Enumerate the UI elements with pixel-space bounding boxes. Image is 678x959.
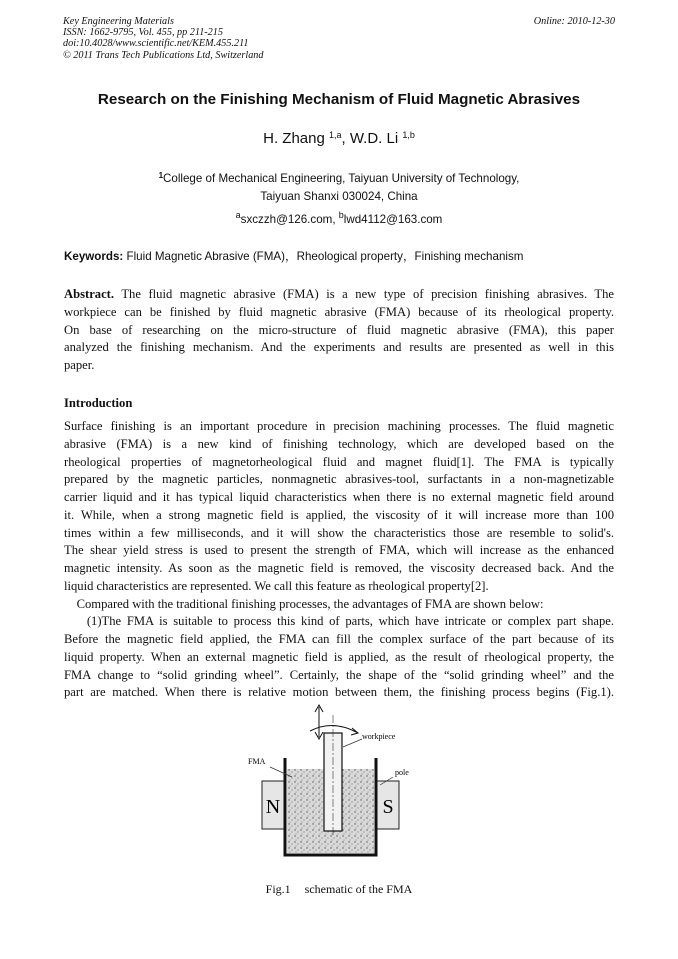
issn-line: ISSN: 1662-9795, Vol. 455, pp 211-215 <box>63 27 223 39</box>
paper-title: Research on the Finishing Mechanism of Fluid Magnetic Abrasives <box>97 91 581 108</box>
text-line: abrasive (FMA) is a new kind of finishing technology, which are developed based on the <box>64 436 614 451</box>
author-name: H. Zhang <box>263 130 325 147</box>
pole-label: pole <box>395 768 409 777</box>
text-line: analyzed the finishing mechanism. And the experiments and results are presented as well in this <box>64 340 614 355</box>
text-line: Before the magnetic field applied, the FMA can fill the complex surface of the part because of its <box>64 632 614 646</box>
email-line: $^a$sxczzh@126.com, $^b$lwd4112@163.com <box>235 210 443 226</box>
author-name: W.D. Li <box>349 130 399 147</box>
abstract-label: Abstract. <box>64 287 115 301</box>
journal-header <box>63 16 263 61</box>
text-line: paper. <box>64 358 95 372</box>
text-line: it. While, when a strong magnetic field is applied, the viscosity of it will increase more than 100 <box>64 507 614 522</box>
text-line: times within a few milliseconds, and it will show the characteristics those are resemble to solid's. <box>64 525 614 540</box>
caption-text: schematic of the FMA <box>304 882 413 896</box>
affiliation-line: Taiyuan Shanxi 030024, China <box>260 189 418 203</box>
introduction-body <box>64 418 614 702</box>
section-heading: Introduction <box>64 396 133 410</box>
text-line: The shear yield stress is used to present the strength of FMA, which will increase as the enhanced <box>64 543 614 558</box>
text-line: workpiece can be finished by fluid magnetic abrasive (FMA) because of its rheological property. <box>64 304 614 319</box>
text-line: On base of researching on the micro-structure of fluid magnetic abrasive (FMA), this paper <box>64 322 614 337</box>
email-sup: b <box>338 210 344 220</box>
text-line: Abstract. The fluid magnetic abrasive (FMA) is a new type of precision finishing abrasives. The <box>64 287 615 301</box>
author-line: H. Zhang $^{1,a}$, W.D. Li $^{1,b}$ <box>263 130 415 147</box>
keywords-text: Fluid Magnetic Abrasive (FMA)，Rheological property，Finishing mechanism <box>126 250 524 263</box>
journal-name: Key Engineering Materials <box>63 16 174 27</box>
email-link[interactable]: sxczzh@126.com <box>240 213 333 226</box>
affiliation-sup: 1 <box>158 171 164 180</box>
text-line: liquid property. When an external magnetic field is applied, as the result of rheological property, the <box>64 649 614 664</box>
affiliation-line: $^1$College of Mechanical Engineering, Taiyuan University of Technology, <box>158 171 520 185</box>
workpiece-label: workpiece <box>362 732 396 741</box>
abstract <box>64 286 614 375</box>
author-sup: 1,b <box>402 130 415 140</box>
text-line: Compared with the traditional finishing processes, the advantages of FMA are shown below: <box>64 596 544 611</box>
email-link[interactable]: lwd4112@163.com <box>343 213 443 226</box>
text-line: prepared by the magnetic particles, nonmagnetic abrasives-tool, surfactants in a non-magnetizable <box>64 472 614 487</box>
text-line: part are matched. When there is relative motion between them, the finishing process begins (Fig.1). <box>64 685 614 700</box>
caption-number: Fig.1 <box>265 882 291 896</box>
fma-schematic <box>240 703 480 878</box>
text-line: magnetic intensity. As soon as the magnetic field is removed, the viscosity decreased back. And the <box>64 561 614 575</box>
pole-label-s: S <box>382 796 394 818</box>
doi-line: doi:10.4028/www.scientific.net/KEM.455.211 <box>63 38 249 50</box>
text-line: Surface finishing is an important procedure in precision machining processes. The fluid magnetic <box>64 419 614 433</box>
text-line: carrier liquid and it has typical liquid characteristics when there is no external magnetic field around <box>64 490 614 504</box>
keywords-label: Keywords: <box>64 250 124 263</box>
figure-caption <box>0 882 678 897</box>
fma-label: FMA <box>248 757 266 766</box>
text-line: (1)The FMA is suitable to process this kind of parts, which have intricate or complex part shape. <box>64 614 614 629</box>
keywords <box>64 248 523 264</box>
text-line: liquid characteristics are represented. We call this feature as rheological property[2]. <box>64 578 489 593</box>
affiliation <box>0 167 678 205</box>
online-date: Online: 2010-12-30 <box>533 16 615 27</box>
text-line: FMA change to “solid grinding wheel”. Certainly, the shape of the “solid grinding wheel” and the <box>64 667 614 682</box>
pole-label-n: N <box>265 796 281 818</box>
text-line: rheological properties of magnetorheological fluid and magnet fluid[1]. The FMA is typically <box>64 454 614 469</box>
author-sup: 1,a <box>328 130 342 140</box>
email-sup: a <box>235 210 241 220</box>
copyright-line: © 2011 Trans Tech Publications Ltd, Switzerland <box>63 49 264 61</box>
